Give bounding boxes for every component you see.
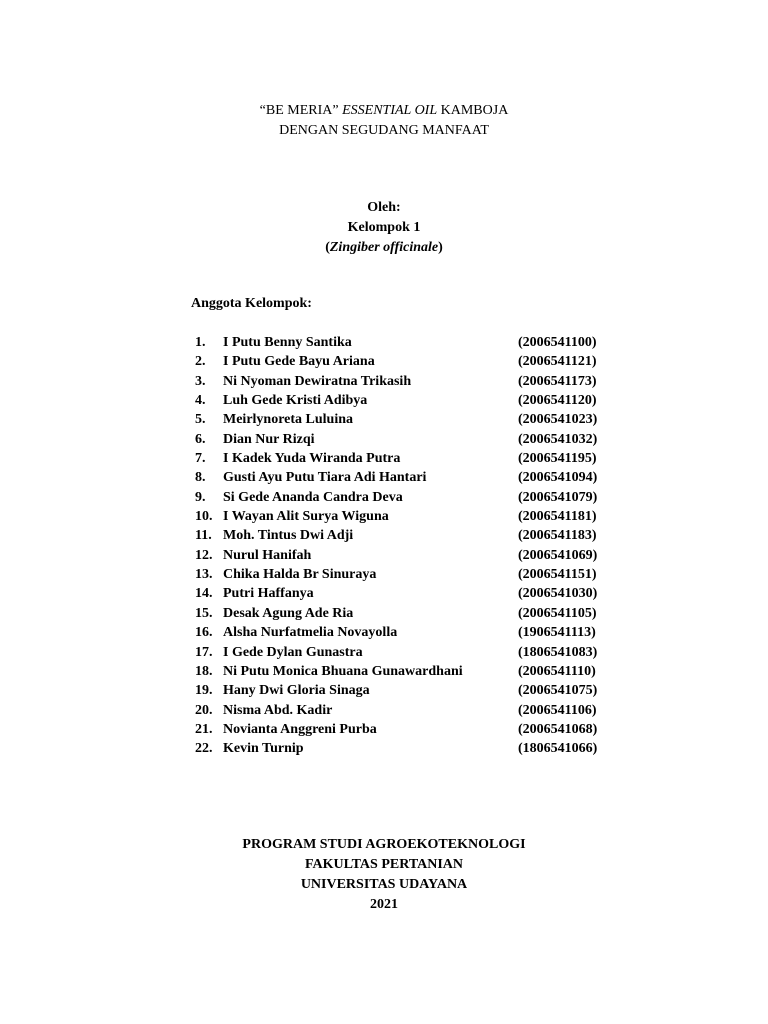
member-number: 2. xyxy=(195,354,206,370)
title-quote-close: ” xyxy=(332,103,339,118)
title-rest: KAMBOJA xyxy=(440,103,509,118)
list-item xyxy=(0,391,768,410)
member-number: 16. xyxy=(195,625,213,641)
member-id: (2006541121) xyxy=(518,354,597,370)
member-name: Dian Nur Rizqi xyxy=(223,431,315,447)
member-id: (2006541110) xyxy=(518,663,596,679)
member-name: Ni Putu Monica Bhuana Gunawardhani xyxy=(223,663,463,679)
member-name: Luh Gede Kristi Adibya xyxy=(223,393,368,409)
member-name: I Gede Dylan Gunastra xyxy=(223,644,363,660)
member-number: 13. xyxy=(195,567,213,583)
member-name: I Putu Gede Bayu Ariana xyxy=(223,354,375,370)
list-item xyxy=(0,662,768,681)
member-id: (2006541120) xyxy=(518,393,597,409)
list-item xyxy=(0,565,768,584)
member-id: (2006541181) xyxy=(518,509,597,525)
member-id: (2006541105) xyxy=(518,605,597,621)
list-item xyxy=(0,507,768,526)
title-subtitle: DENGAN SEGUDANG MANFAAT xyxy=(279,123,489,138)
member-name: Chika Halda Br Sinuraya xyxy=(223,567,377,583)
member-name: Putri Haffanya xyxy=(223,586,314,602)
member-id: (1806541083) xyxy=(518,644,598,660)
member-number: 1. xyxy=(195,335,206,350)
list-item xyxy=(0,604,768,623)
member-name: Desak Agung Ade Ria xyxy=(223,605,354,621)
member-number: 22. xyxy=(195,741,213,757)
member-id: (2006541100) xyxy=(518,335,597,350)
member-id: (2006541068) xyxy=(518,721,598,737)
member-number: 12. xyxy=(195,547,213,563)
member-id: (2006541094) xyxy=(518,470,598,486)
member-number: 7. xyxy=(195,451,206,467)
member-name: Nisma Abd. Kadir xyxy=(223,702,333,718)
member-name: Kevin Turnip xyxy=(223,741,304,757)
member-name: Ni Nyoman Dewiratna Trikasih xyxy=(223,373,412,389)
member-number: 8. xyxy=(195,470,206,486)
member-number: 20. xyxy=(195,702,213,718)
list-item xyxy=(0,623,768,642)
document-title-line-2 xyxy=(0,122,768,140)
member-name: I Kadek Yuda Wiranda Putra xyxy=(223,451,401,467)
list-item xyxy=(0,681,768,700)
list-item xyxy=(0,488,768,507)
list-item xyxy=(0,333,768,352)
list-item xyxy=(0,526,768,545)
member-id: (2006541173) xyxy=(518,373,597,389)
title-italic-part: ESSENTIAL OIL xyxy=(342,103,438,118)
member-number: 4. xyxy=(195,393,206,409)
university-name: UNIVERSITAS UDAYANA xyxy=(300,877,468,892)
group-latin-open: ( xyxy=(325,240,330,255)
group-name: Kelompok 1 xyxy=(347,220,421,235)
member-number: 5. xyxy=(195,412,206,428)
member-id: (2006541023) xyxy=(518,412,598,428)
member-id: (2006541075) xyxy=(518,683,598,699)
member-name: Si Gede Ananda Candra Deva xyxy=(223,489,403,505)
member-number: 15. xyxy=(195,605,213,621)
title-quote-open: “ xyxy=(259,103,266,118)
list-item xyxy=(0,546,768,565)
list-item xyxy=(0,739,768,758)
member-number: 3. xyxy=(195,373,206,389)
group-latin-close: ) xyxy=(438,240,443,255)
member-name: Nurul Hanifah xyxy=(223,547,312,563)
member-id: (2006541106) xyxy=(518,702,597,718)
study-program: PROGRAM STUDI AGROEKOTEKNOLOGI xyxy=(242,837,526,852)
member-id: (2006541195) xyxy=(518,451,597,467)
member-name: Alsha Nurfatmelia Novayolla xyxy=(223,625,398,641)
member-name: Moh. Tintus Dwi Adji xyxy=(223,528,354,544)
member-name: I Putu Benny Santika xyxy=(223,335,352,350)
member-name: Novianta Anggreni Purba xyxy=(223,721,377,737)
member-number: 10. xyxy=(195,509,213,525)
member-id: (2006541069) xyxy=(518,547,598,563)
title-brand: BE MERIA xyxy=(265,103,333,118)
list-item xyxy=(0,468,768,487)
member-number: 11. xyxy=(195,528,212,544)
year: 2021 xyxy=(370,897,398,912)
list-item xyxy=(0,584,768,603)
member-number: 21. xyxy=(195,721,213,737)
list-item xyxy=(0,643,768,662)
author-by-label: Oleh: xyxy=(367,200,401,215)
member-id: (1806541066) xyxy=(518,741,598,757)
member-number: 9. xyxy=(195,489,206,505)
faculty-name: FAKULTAS PERTANIAN xyxy=(304,857,464,872)
list-item xyxy=(0,720,768,739)
member-id: (2006541151) xyxy=(518,567,597,583)
member-id: (2006541032) xyxy=(518,431,598,447)
member-id: (2006541183) xyxy=(518,528,597,544)
members-heading: Anggota Kelompok: xyxy=(191,296,312,311)
member-name: Meirlynoreta Luluina xyxy=(223,412,354,428)
member-number: 14. xyxy=(195,586,213,602)
member-number: 6. xyxy=(195,431,206,447)
member-name: Hany Dwi Gloria Sinaga xyxy=(223,683,370,699)
document-title-line-1 xyxy=(0,102,768,120)
group-latin-name xyxy=(0,239,768,257)
member-id: (1906541113) xyxy=(518,625,596,641)
member-name: I Wayan Alit Surya Wiguna xyxy=(223,509,389,525)
list-item xyxy=(0,449,768,468)
list-item xyxy=(0,701,768,720)
member-id: (2006541079) xyxy=(518,489,598,505)
list-item xyxy=(0,430,768,449)
member-number: 19. xyxy=(195,683,213,699)
group-latin-text: Zingiber officinale xyxy=(329,240,439,255)
member-number: 18. xyxy=(195,663,213,679)
member-list xyxy=(0,333,768,759)
list-item xyxy=(0,372,768,391)
member-id: (2006541030) xyxy=(518,586,598,602)
list-item xyxy=(0,352,768,371)
member-number: 17. xyxy=(195,644,213,660)
list-item xyxy=(0,410,768,429)
member-name: Gusti Ayu Putu Tiara Adi Hantari xyxy=(223,470,427,486)
